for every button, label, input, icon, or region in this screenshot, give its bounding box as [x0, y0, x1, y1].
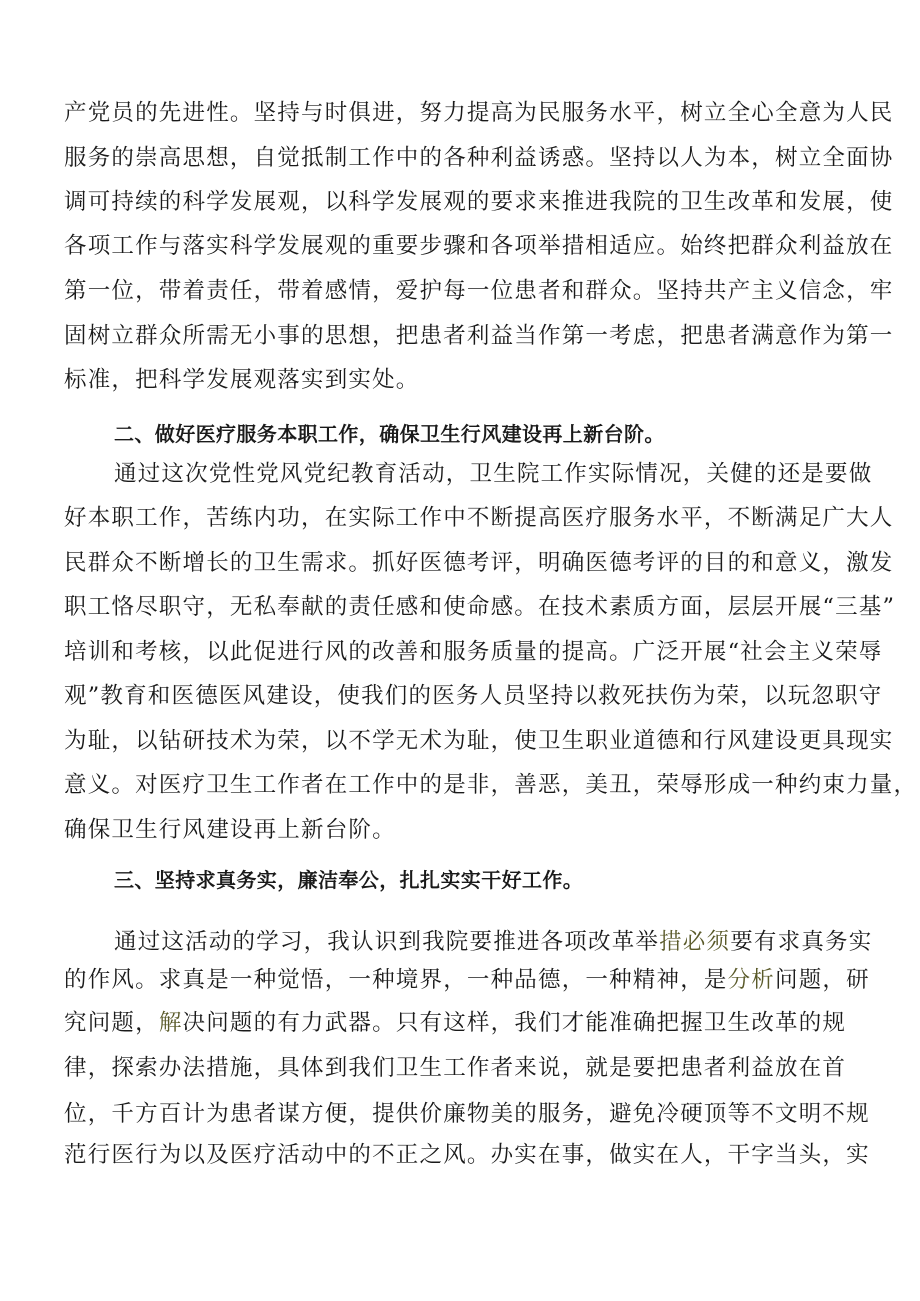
- paragraph3-line-6: 范行医行为以及医疗活动中的不正之风。办实在事，做实在人，干字当头，实: [64, 1142, 870, 1168]
- paragraph2-line-6: 观”教育和医德医风建设，使我们的医务人员坚持以救死扶伤为荣，以玩忽职守: [64, 683, 883, 709]
- paragraph1-line-4: 各项工作与落实科学发展观的重要步骤和各项举措相适应。始终把群众利益放在: [64, 233, 894, 259]
- paragraph2-line-1: 通过这次党性党风党纪教育活动，卫生院工作实际情况，关健的还是要做: [114, 461, 873, 487]
- paragraph3-line-3-text-a: 究问题，: [64, 1010, 159, 1036]
- paragraph1-line-5: 第一位，带着责任，带着感情，爱护每一位患者和群众。坚持共产主义信念，牢: [64, 278, 894, 304]
- paragraph2-line-3: 民群众不断增长的卫生需求。抓好医德考评，明确医德考评的目的和意义，激发: [64, 550, 894, 576]
- paragraph3-line-2-text-a: 的作风。求真是一种觉悟，一种境界，一种品德，一种精神，是: [64, 967, 728, 993]
- paragraph1-line-1: 产党员的先进性。坚持与时俱进，努力提高为民服务水平，树立全心全意为人民: [64, 100, 894, 126]
- paragraph3-line-2-text-b: 分析: [727, 967, 776, 993]
- paragraph3-line-1-text-b: 措必须: [659, 929, 731, 955]
- paragraph3-line-2: [64, 964, 870, 996]
- paragraph1-line-3: 调可持续的科学发展观，以科学发展观的要求来推进我院的卫生改革和发展，使: [64, 189, 894, 215]
- paragraph3-line-3-text-b: 解: [158, 1010, 183, 1036]
- paragraph3-line-2-text-c: 问题，研: [775, 967, 870, 993]
- paragraph3-line-1-text-c: 要有求真务实: [730, 929, 873, 955]
- paragraph2-line-9: 确保卫生行风建设再上新台阶。: [64, 817, 396, 843]
- paragraph2-line-7: 为耻，以钻研技术为荣，以不学无术为耻，使卫生职业道德和行风建设更具现实: [64, 728, 894, 754]
- paragraph3-line-1: [114, 926, 873, 958]
- paragraph2-line-4: 职工恪尽职守，无私奉献的责任感和使命感。在技术素质方面，层层开展“三基”: [64, 594, 896, 620]
- section-heading-3: 三、坚持求真务实，廉洁奉公，扎扎实实干好工作。: [114, 868, 584, 892]
- paragraph3-line-1-text-a: 通过这活动的学习，我认识到我院要推进各项改革举: [114, 929, 660, 955]
- section-heading-2: 二、做好医疗服务本职工作，确保卫生行风建设再上新台阶。: [114, 422, 665, 446]
- paragraph2-line-2: 好本职工作，苦练内功，在实际工作中不断提高医疗服务水平，不断满足广大人: [64, 505, 894, 531]
- paragraph3-line-5: 位，千方百计为患者谋方便，提供价廉物美的服务，避免冷硬顶等不文明不规: [64, 1101, 870, 1127]
- paragraph1-line-7: 标准，把科学发展观落实到实处。: [64, 367, 420, 393]
- paragraph2-line-8: 意义。对医疗卫生工作者在工作中的是非，善恶，美丑，荣辱形成一种约束力量，: [64, 772, 918, 798]
- paragraph2-line-5: 培训和考核，以此促进行风的改善和服务质量的提高。广泛开展“社会主义荣辱: [64, 639, 883, 665]
- paragraph1-line-2: 服务的崇高思想，自觉抵制工作中的各种利益诱惑。坚持以人为本，树立全面协: [64, 145, 894, 171]
- paragraph1-line-6: 固树立群众所需无小事的思想，把患者利益当作第一考虑，把患者满意作为第一: [64, 323, 894, 349]
- paragraph3-line-3: [64, 1007, 847, 1039]
- paragraph3-line-4: 律，探索办法措施，具体到我们卫生工作者来说，就是要把患者利益放在首: [64, 1055, 847, 1081]
- paragraph3-line-3-text-c: 决问题的有力武器。只有这样，我们才能准确把握卫生改革的规: [182, 1010, 847, 1036]
